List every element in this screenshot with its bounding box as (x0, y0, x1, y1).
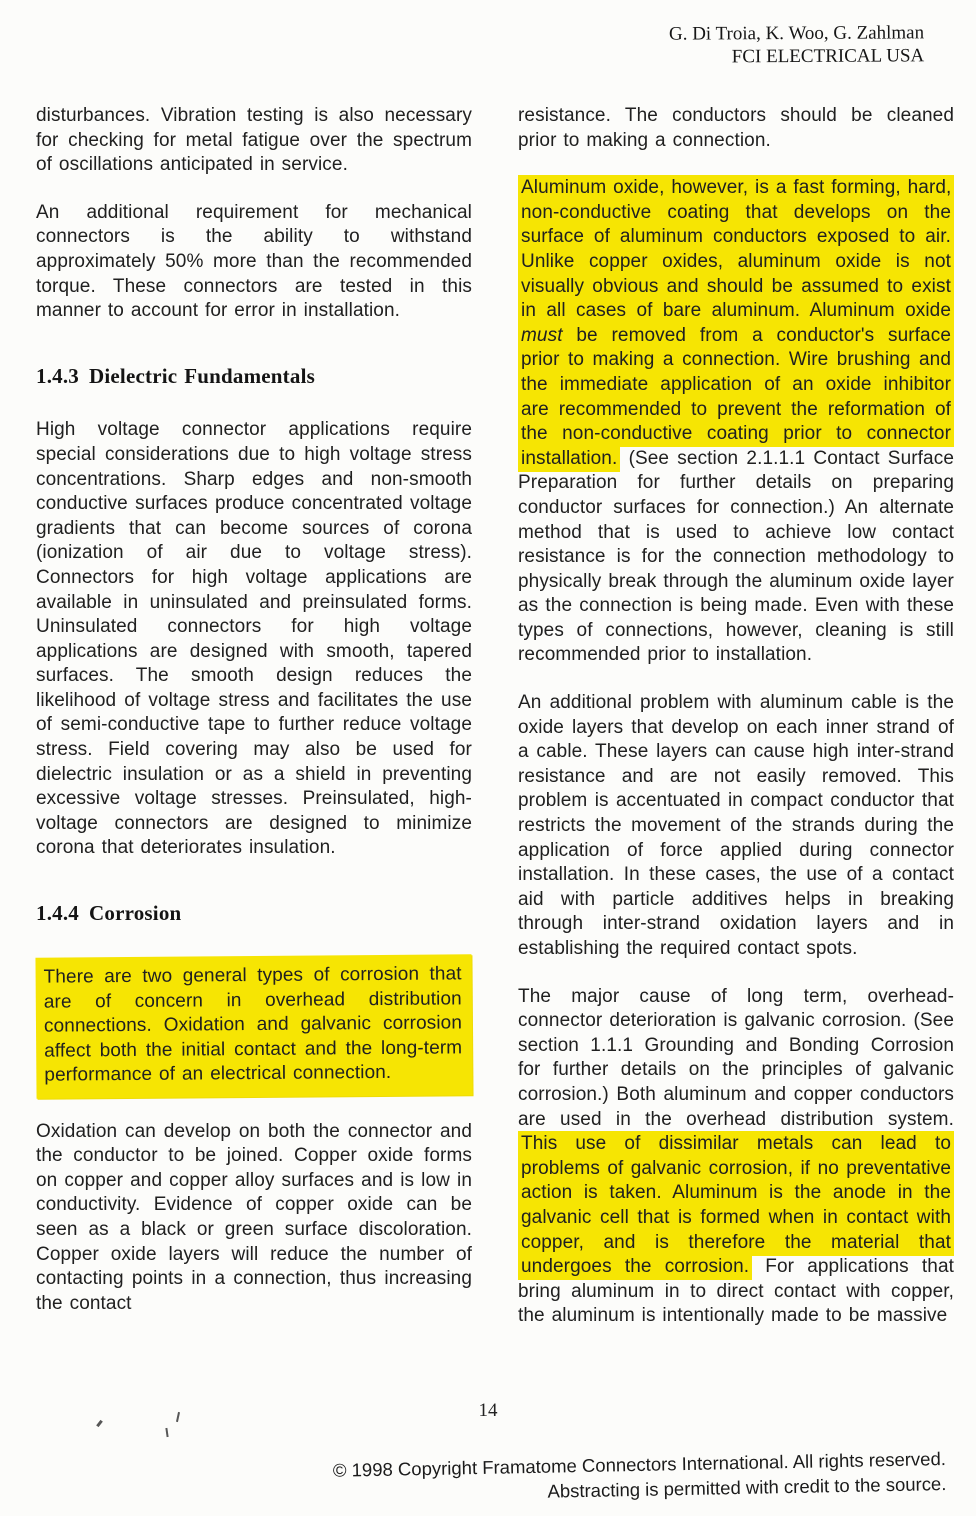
paragraph-resistance: resistance. The conductors should be cleaned prior to making a connection. (518, 105, 954, 151)
section-title: Dielectric Fundamentals (89, 363, 315, 388)
paragraph-segment: The major cause of long term, overhead-connector deterioration is galvanic corrosion. (See section 1.1.1 Grounding and Bonding Corrosion for further details on the principles of galvanic corrosion.) Both aluminum and copper conductors are used in the overhead distribution system. (518, 985, 954, 1130)
two-column-body (36, 104, 954, 1352)
paragraph-oxidation: Oxidation can develop on both the connector and the conductor to be joined. Copper oxide forms on copper and copper alloy surfaces and is low in conductivity. Evidence of copper oxide can be seen as a black or green surface discoloration. Copper oxide layers will reduce the number of contacting points in a connection, thus increasing the contact (36, 1120, 472, 1314)
copyright-notice (333, 1446, 947, 1508)
paragraph-disturbances: disturbances. Vibration testing is also necessary for checking for metal fatigue over the spectrum of oscillations anticipated in service. (36, 105, 472, 176)
scan-artifact-mark (165, 1428, 168, 1437)
section-title: Corrosion (89, 901, 182, 926)
section-heading-1-4-4 (36, 901, 472, 926)
paragraph-additional-requirement: An additional requirement for mechanical connectors is the ability to withstand approximately 50% more than the recommended torque. These connectors are tested in this manner to account for error in installation. (36, 201, 472, 322)
highlighted-text-aluminum-oxide (518, 175, 954, 472)
header-company: FCI ELECTRICAL USA (731, 45, 925, 68)
page-header (669, 21, 924, 68)
highlight-segment: Aluminum oxide, however, is a fast forming, hard, non-conductive coating that develops on the surface of aluminum conductors exposed to air. Unlike copper oxides, aluminum oxide is not visually obvious and should be assumed to exist in all cases of bare aluminum. Aluminum oxide (521, 177, 952, 322)
highlight-segment: be removed from a conductor's surface prior to making a connection. Wire brushing and the immediate application of an oxide inhibitor are recommended to prevent the reformation of the non-conductive coating prior to connector installation. (521, 324, 951, 469)
header-authors: G. Di Troia, K. Woo, G. Zahlman (668, 22, 924, 45)
paragraph-additional-problem: An additional problem with aluminum cable is the oxide layers that develop on each inner strand of a cable. These layers can cause high inter-strand resistance and are not easily removed. This problem is accentuated in compact conductor that restricts the movement of the strands during the application of force applied during connector installation. In these cases, the use of a contact aid with particle additives helps in breaking through inter-strand oxidation layers and in establishing the required contact spots. (518, 692, 954, 959)
section-heading-1-4-3 (36, 364, 472, 389)
highlighted-text-dissimilar-metals: This use of dissimilar metals can lead to problems of galvanic corrosion, if no preventative action is taken. Aluminum is the anode in the galvanic cell that is formed when in contact with copper, and is therefore the material that undergoes the corrosion. (518, 1131, 954, 1280)
right-column (518, 104, 954, 1352)
page-number: 14 (478, 1400, 498, 1421)
paragraph-segment: For applications that bring aluminum in to direct contact with copper, the aluminum is intentionally made to be massive (518, 1256, 954, 1327)
italic-must: must (521, 324, 563, 346)
highlighted-paragraph-corrosion-types: There are two general types of corrosion that are of concern in overhead distribution connections. Oxidation and galvanic corrosion affect both the initial contact and the long-term performance of an electrical connection. (35, 954, 472, 1098)
copyright-line-2: Abstracting is permitted with credit to the source. (547, 1472, 947, 1502)
paragraph-aluminum-oxide (518, 176, 954, 668)
copyright-line-1: © 1998 Copyright Framatome Connectors International. All rights reserved. (332, 1448, 946, 1481)
section-number: 1.4.3 (36, 363, 79, 388)
paragraph-galvanic-corrosion (518, 985, 954, 1329)
left-column (36, 104, 472, 1352)
paragraph-continuation: (See section 2.1.1.1 Contact Surface Preparation for further details on preparing conductor surfaces for connection.) An alternate method that is used to achieve low contact resistance is for the connection methodology to physically break through the aluminum oxide layer as the connection is being made. Even with these types of connections, however, cleaning is still recommended prior to installation. (518, 447, 954, 666)
paragraph-high-voltage: High voltage connector applications require special considerations due to high voltage stress concentrations. Sharp edges and non-smooth conductive surfaces produce concentrated voltage gradients that can become sources of corona (ionization of air due to voltage stress). Connectors for high voltage applications are available in uninsulated and preinsulated forms. Uninsulated connectors for high voltage applications are designed with smooth, tapered surfaces. The smooth design reduces the likelihood of voltage stress and facilitates the use of semi-conductive tape to further reduce voltage stress. Field covering may also be used for dielectric insulation or as a shield in preventing excessive voltage stresses. Preinsulated, high-voltage connectors are designed to minimize corona that deteriorates insulation. (36, 419, 472, 859)
section-number: 1.4.4 (36, 901, 79, 926)
